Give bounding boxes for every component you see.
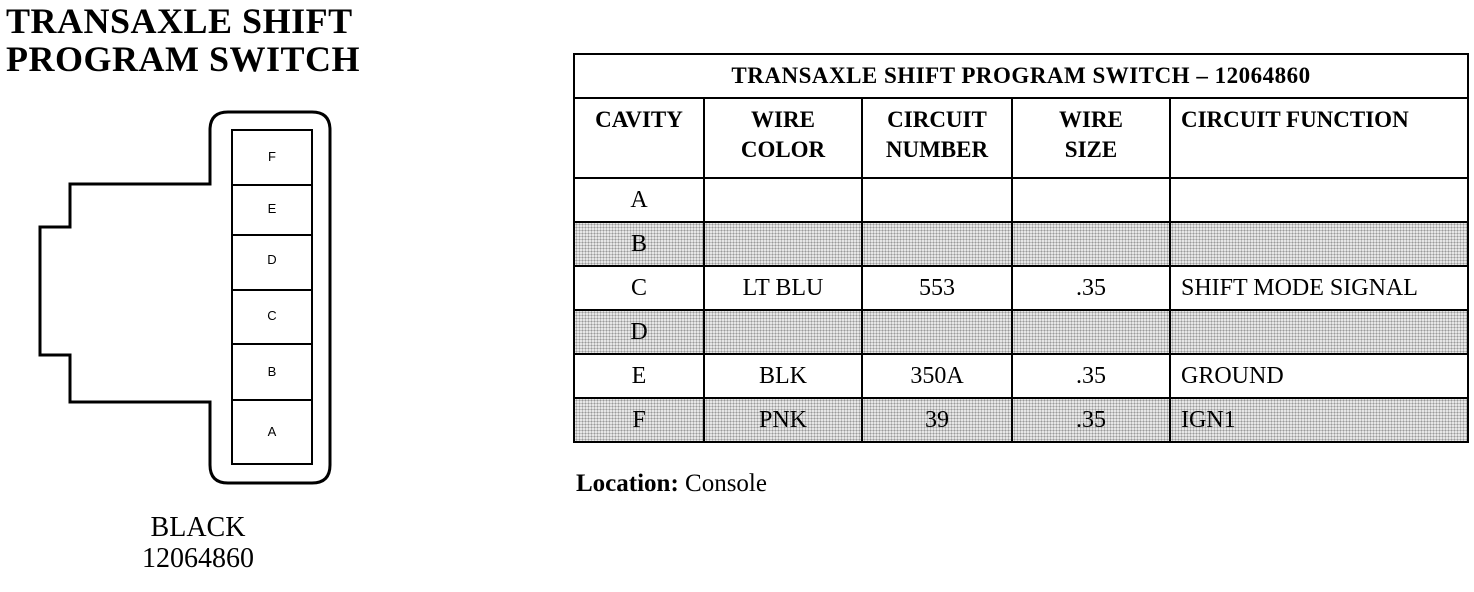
cavity-label-c: C	[267, 308, 277, 323]
connector-part-number: 12064860	[142, 543, 254, 574]
header-wire-size: WIRE SIZE	[1012, 98, 1170, 178]
cell-cavity: E	[574, 354, 704, 398]
connector-caption	[98, 512, 298, 574]
cell-wire-size	[1012, 310, 1170, 354]
diagram-title-line-1: TRANSAXLE SHIFT	[6, 1, 353, 41]
cell-circuit-number: 553	[862, 266, 1012, 310]
cell-cavity: F	[574, 398, 704, 442]
cell-circuit-function: GROUND	[1170, 354, 1468, 398]
cell-circuit-number	[862, 222, 1012, 266]
cell-circuit-number: 350A	[862, 354, 1012, 398]
header-circuit-function: CIRCUIT FUNCTION	[1170, 98, 1468, 178]
header-wire-color: WIRE COLOR	[704, 98, 862, 178]
connector-color: BLACK	[150, 512, 246, 543]
table-row	[574, 178, 1468, 222]
cell-wire-size	[1012, 178, 1170, 222]
table-header-row	[574, 98, 1468, 178]
cell-circuit-function	[1170, 178, 1468, 222]
cavity-frame	[232, 130, 312, 464]
cell-wire-size: .35	[1012, 266, 1170, 310]
table-row	[574, 266, 1468, 310]
cell-circuit-number	[862, 310, 1012, 354]
cavity-label-b: B	[267, 364, 277, 379]
cell-circuit-function	[1170, 222, 1468, 266]
cell-circuit-function: IGN1	[1170, 398, 1468, 442]
cell-wire-color: LT BLU	[704, 266, 862, 310]
cell-circuit-function	[1170, 310, 1468, 354]
cell-cavity: C	[574, 266, 704, 310]
location-value: Console	[685, 470, 767, 497]
header-circuit-number: CIRCUIT NUMBER	[862, 98, 1012, 178]
location-label: Location:	[576, 470, 679, 497]
cell-wire-color	[704, 178, 862, 222]
cell-cavity: D	[574, 310, 704, 354]
cell-circuit-number	[862, 178, 1012, 222]
cell-cavity: B	[574, 222, 704, 266]
cavity-label-e: E	[267, 201, 277, 216]
cavity-label-f: F	[268, 149, 276, 164]
location-note	[576, 470, 767, 498]
cell-wire-size	[1012, 222, 1170, 266]
header-cavity: CAVITY	[574, 98, 704, 178]
cell-cavity: A	[574, 178, 704, 222]
diagram-title-line-2: PROGRAM SWITCH	[6, 39, 361, 79]
cell-wire-size: .35	[1012, 398, 1170, 442]
table-row	[574, 222, 1468, 266]
cavity-label-d: D	[267, 252, 277, 267]
table-title: TRANSAXLE SHIFT PROGRAM SWITCH – 12064860	[574, 54, 1468, 98]
table-row	[574, 354, 1468, 398]
cell-wire-size: .35	[1012, 354, 1170, 398]
table-row	[574, 398, 1468, 442]
cell-circuit-number: 39	[862, 398, 1012, 442]
cavity-label-a: A	[267, 424, 277, 439]
cell-wire-color: PNK	[704, 398, 862, 442]
cell-circuit-function: SHIFT MODE SIGNAL	[1170, 266, 1468, 310]
table-row	[574, 310, 1468, 354]
cell-wire-color	[704, 222, 862, 266]
cell-wire-color	[704, 310, 862, 354]
cell-wire-color: BLK	[704, 354, 862, 398]
pinout-table	[573, 53, 1469, 443]
